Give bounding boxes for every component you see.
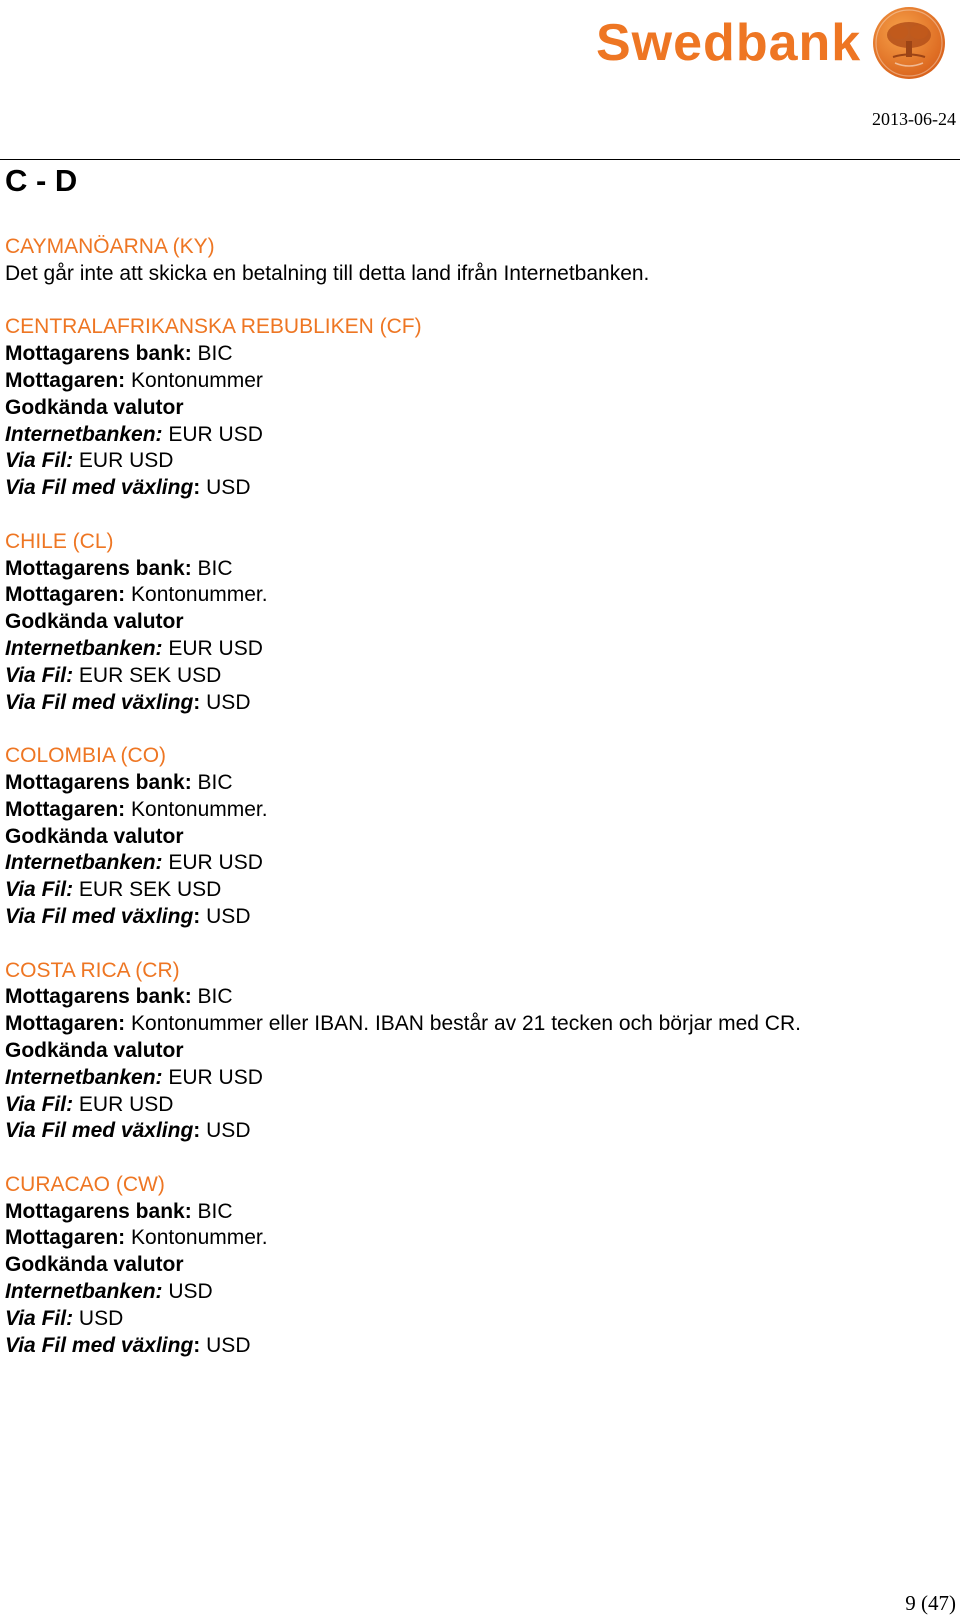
swedbank-logo <box>596 4 947 82</box>
via-file-value: USD <box>78 1306 124 1330</box>
via-file-label: Via Fil: <box>5 663 74 687</box>
via-file-label: Via Fil: <box>5 1092 74 1116</box>
via-file-exchange-value: USD <box>206 1333 251 1357</box>
via-file-label: Via Fil: <box>5 1306 74 1330</box>
via-file-exchange-row <box>5 904 955 931</box>
currencies-label: Godkända valutor <box>5 395 184 419</box>
via-file-row <box>5 663 955 690</box>
bank-value: BIC <box>197 1199 233 1223</box>
via-file-row <box>5 448 955 475</box>
via-file-value: EUR SEK USD <box>78 878 222 902</box>
country-name: CHILE (CL) <box>5 529 114 553</box>
recipient-row <box>5 1011 955 1038</box>
header-divider <box>0 159 960 160</box>
bank-row <box>5 984 955 1011</box>
via-file-exchange-value: USD <box>206 1119 251 1143</box>
section-title: C - D <box>5 163 78 198</box>
country-entry-ky <box>5 234 955 288</box>
internetbank-row <box>5 850 955 877</box>
internetbank-value: EUR USD <box>168 636 263 660</box>
currencies-label: Godkända valutor <box>5 824 184 848</box>
recipient-label: Mottagaren: <box>5 583 126 607</box>
bank-row <box>5 770 955 797</box>
via-file-exchange-label: Via Fil med växling <box>5 690 194 714</box>
via-file-row <box>5 1092 955 1119</box>
recipient-row <box>5 797 955 824</box>
colon: : <box>193 476 201 500</box>
colon: : <box>193 904 201 928</box>
via-file-label: Via Fil: <box>5 878 74 902</box>
internetbank-row <box>5 1279 955 1306</box>
internetbank-row <box>5 636 955 663</box>
country-name: COSTA RICA (CR) <box>5 958 180 982</box>
via-file-exchange-row <box>5 690 955 717</box>
internetbank-row <box>5 1065 955 1092</box>
bank-label: Mottagarens bank: <box>5 556 192 580</box>
country-name: CENTRALAFRIKANSKA REBUBLIKEN (CF) <box>5 315 422 339</box>
via-file-exchange-label: Via Fil med växling <box>5 1333 194 1357</box>
country-name: CAYMANÖARNA (KY) <box>5 235 215 258</box>
recipient-value: Kontonummer <box>131 368 263 392</box>
country-entry-co <box>5 743 955 931</box>
via-file-exchange-row <box>5 1333 955 1360</box>
internetbank-label: Internetbanken: <box>5 1280 163 1304</box>
via-file-exchange-row <box>5 1118 955 1145</box>
via-file-value: EUR USD <box>78 1092 174 1116</box>
bank-row <box>5 1199 955 1226</box>
bank-label: Mottagarens bank: <box>5 1199 192 1223</box>
recipient-row <box>5 368 955 395</box>
country-entry-cr <box>5 958 955 1146</box>
country-note: Det går inte att skicka en betalning till detta land ifrån Internetbanken. <box>5 261 650 285</box>
recipient-row <box>5 1225 955 1252</box>
internetbank-label: Internetbanken: <box>5 851 163 875</box>
country-name: COLOMBIA (CO) <box>5 744 167 768</box>
bank-value: BIC <box>197 985 233 1009</box>
document-date: 2013-06-24 <box>872 109 956 129</box>
via-file-row <box>5 1306 955 1333</box>
country-entry-cl <box>5 529 955 717</box>
currencies-label: Godkända valutor <box>5 1038 184 1062</box>
bank-row <box>5 341 955 368</box>
recipient-label: Mottagaren: <box>5 797 126 821</box>
recipient-label: Mottagaren: <box>5 1226 126 1250</box>
recipient-label: Mottagaren: <box>5 368 126 392</box>
bank-value: BIC <box>197 556 233 580</box>
bank-label: Mottagarens bank: <box>5 770 192 794</box>
internetbank-value: EUR USD <box>168 851 263 875</box>
bank-row <box>5 556 955 583</box>
via-file-value: EUR SEK USD <box>78 663 222 687</box>
via-file-row <box>5 877 955 904</box>
bank-value: BIC <box>197 770 233 794</box>
internetbank-label: Internetbanken: <box>5 422 163 446</box>
colon: : <box>193 690 201 714</box>
internetbank-value: EUR USD <box>168 422 263 446</box>
brand-name: Swedbank <box>596 14 862 72</box>
country-list <box>5 234 955 1386</box>
bank-label: Mottagarens bank: <box>5 985 192 1009</box>
colon: : <box>193 1333 201 1357</box>
oak-tree-emblem-icon <box>871 5 947 81</box>
recipient-value: Kontonummer. <box>131 797 268 821</box>
via-file-exchange-row <box>5 475 955 502</box>
via-file-exchange-label: Via Fil med växling <box>5 476 194 500</box>
internetbank-row <box>5 422 955 449</box>
internetbank-value: USD <box>168 1280 213 1304</box>
currencies-label: Godkända valutor <box>5 1253 184 1277</box>
internetbank-label: Internetbanken: <box>5 1065 163 1089</box>
via-file-exchange-value: USD <box>206 476 251 500</box>
colon: : <box>193 1119 201 1143</box>
bank-value: BIC <box>197 342 233 366</box>
country-entry-cw <box>5 1172 955 1360</box>
currencies-label: Godkända valutor <box>5 610 184 634</box>
bank-label: Mottagarens bank: <box>5 342 192 366</box>
recipient-label: Mottagaren: <box>5 1012 126 1036</box>
via-file-exchange-value: USD <box>206 904 251 928</box>
recipient-value: Kontonummer eller IBAN. IBAN består av 21 tecken och börjar med CR. <box>131 1012 801 1036</box>
recipient-value: Kontonummer. <box>131 1226 268 1250</box>
internetbank-label: Internetbanken: <box>5 636 163 660</box>
via-file-exchange-label: Via Fil med växling <box>5 904 194 928</box>
page-number: 9 (47) <box>905 1591 956 1615</box>
internetbank-value: EUR USD <box>168 1065 263 1089</box>
recipient-row <box>5 582 955 609</box>
via-file-exchange-label: Via Fil med växling <box>5 1119 194 1143</box>
via-file-value: EUR USD <box>78 449 174 473</box>
country-entry-cf <box>5 314 955 502</box>
recipient-value: Kontonummer. <box>131 583 268 607</box>
via-file-exchange-value: USD <box>206 690 251 714</box>
via-file-label: Via Fil: <box>5 449 74 473</box>
country-name: CURACAO (CW) <box>5 1172 165 1196</box>
